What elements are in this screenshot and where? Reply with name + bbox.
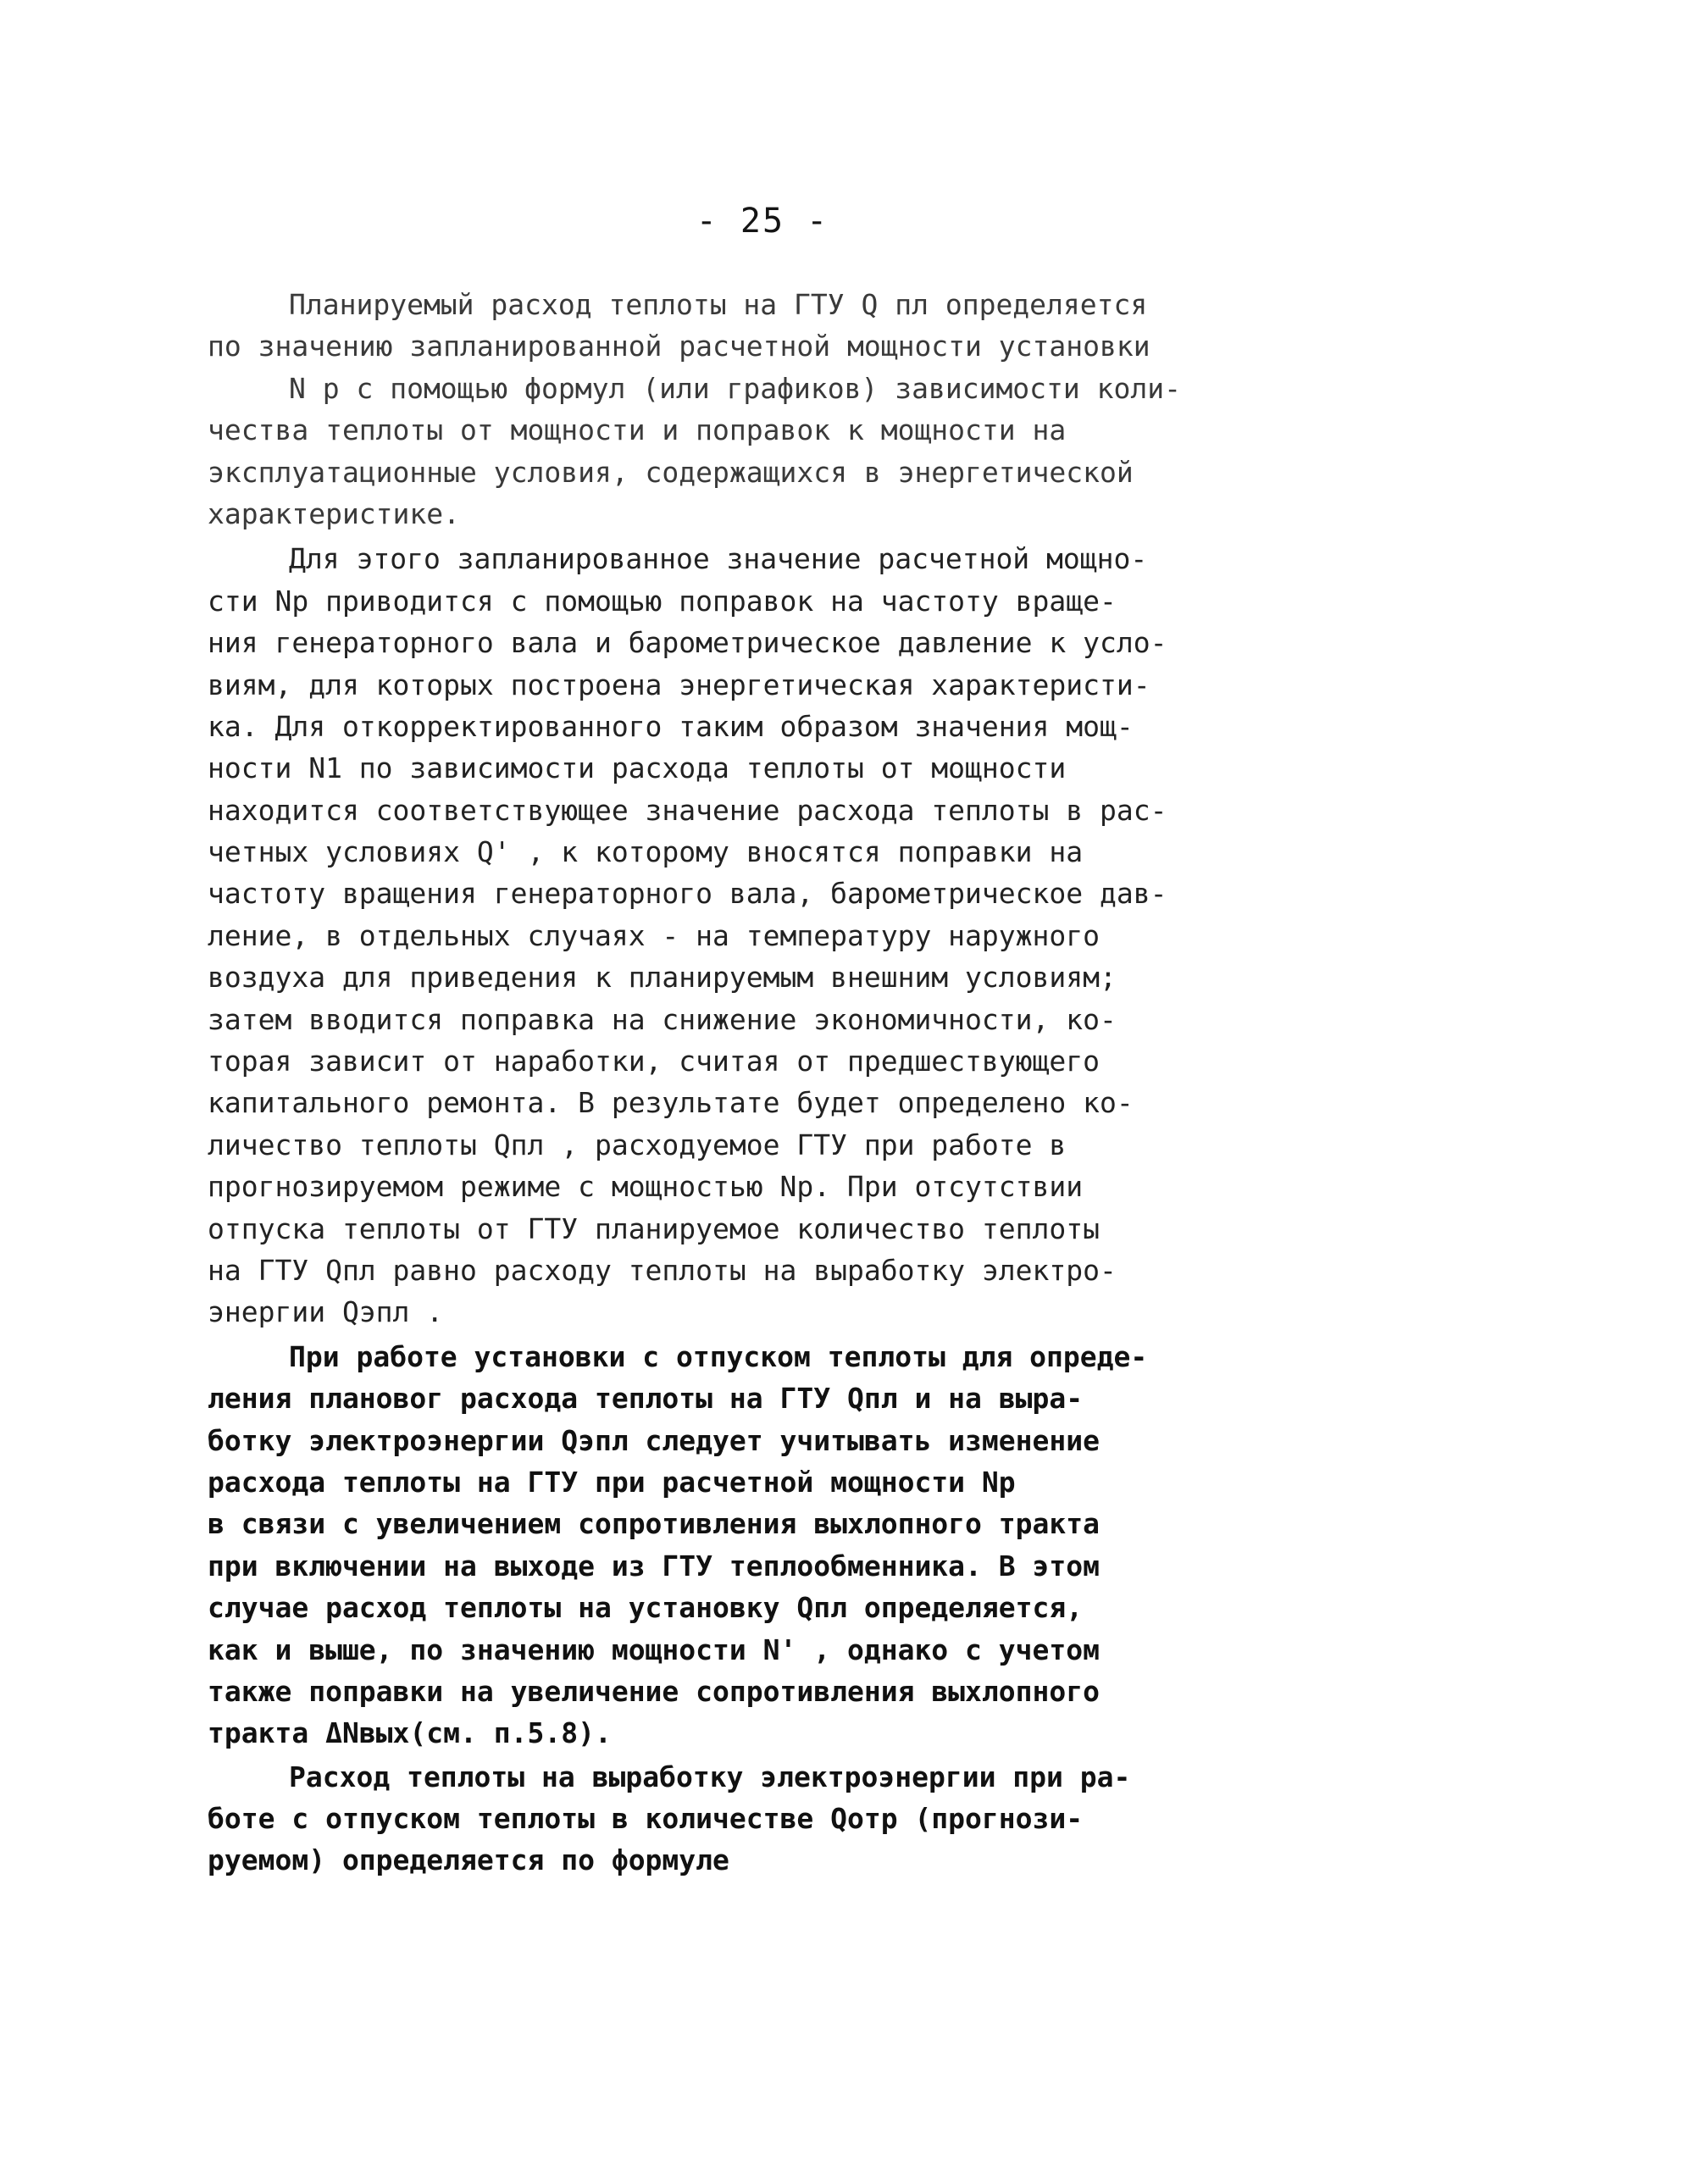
text-line: руемом) определяется по формуле bbox=[208, 1843, 729, 1877]
text-line: сти Nр приводится с помощью поправок на частоту враще- bbox=[208, 584, 1117, 618]
page-number: - 25 - bbox=[696, 202, 829, 241]
text-line: Для этого запланированное значение расчетной мощно- bbox=[289, 542, 1148, 576]
text-line: энергии Qэпл . bbox=[208, 1295, 444, 1329]
text-line: тракта ΔNвых(см. п.5.8). bbox=[208, 1716, 612, 1750]
paragraph-p3 bbox=[208, 1336, 1360, 1754]
text-line: затем вводится поправка на снижение экономичности, ко- bbox=[208, 1002, 1117, 1036]
text-line: N р с помощью формул (или графиков) зависимости коли- bbox=[289, 371, 1181, 405]
text-body bbox=[208, 284, 1360, 1882]
text-line: на ГТУ Qпл равно расходу теплоты на выработку электро- bbox=[208, 1253, 1117, 1287]
text-line: четных условиях Q' , к которому вносятся поправки на bbox=[208, 835, 1084, 869]
text-line: Планируемый расход теплоты на ГТУ Q пл определяется bbox=[289, 288, 1148, 321]
text-line: как и выше, по значению мощности N' , однако с учетом bbox=[208, 1632, 1100, 1666]
text-line: капитального ремонта. В результате будет определено ко- bbox=[208, 1086, 1134, 1120]
text-line: При работе установки с отпуском теплоты для опреде- bbox=[289, 1339, 1148, 1373]
text-line: воздуха для приведения к планируемым внешним условиям; bbox=[208, 961, 1117, 995]
text-line: эксплуатационные условия, содержащихся в энергетической bbox=[208, 455, 1134, 489]
text-line: также поправки на увеличение сопротивления выхлопного bbox=[208, 1674, 1100, 1708]
text-line: ботку электроэнергии Qэпл следует учитывать изменение bbox=[208, 1423, 1100, 1457]
text-line: боте с отпуском теплоты в количестве Qотр (прогнози- bbox=[208, 1802, 1084, 1836]
text-line: ности N1 по зависимости расхода теплоты от мощности bbox=[208, 751, 1067, 785]
paragraph-p1 bbox=[208, 284, 1360, 535]
paragraph-p2 bbox=[208, 538, 1360, 1333]
text-line: по значению запланированной расчетной мощности установки bbox=[208, 330, 1150, 363]
text-line: ния генераторного вала и барометрическое давление к усло- bbox=[208, 626, 1167, 660]
text-line: при включении на выходе из ГТУ теплообменника. В этом bbox=[208, 1549, 1100, 1583]
text-line: отпуска теплоты от ГТУ планируемое количество теплоты bbox=[208, 1211, 1100, 1245]
text-line: находится соответствующее значение расхода теплоты в рас- bbox=[208, 793, 1167, 827]
text-line: чества теплоты от мощности и поправок к мощности на bbox=[208, 413, 1067, 447]
text-line: расхода теплоты на ГТУ при расчетной мощности Nр bbox=[208, 1465, 1016, 1499]
text-line: Расход теплоты на выработку электроэнергии при ра- bbox=[289, 1760, 1131, 1793]
text-line: прогнозируемом режиме с мощностью Nр. При отсутствии bbox=[208, 1170, 1084, 1204]
text-line: ление, в отдельных случаях - на температуру наружного bbox=[208, 918, 1100, 952]
text-line: в связи с увеличением сопротивления выхлопного тракта bbox=[208, 1507, 1100, 1541]
text-line: виям, для которых построена энергетическая характеристи- bbox=[208, 668, 1150, 701]
text-line: личество теплоты Qпл , расходуемое ГТУ при работе в bbox=[208, 1128, 1067, 1161]
paragraph-p4 bbox=[208, 1756, 1360, 1882]
text-line: ка. Для откорректированного таким образом значения мощ- bbox=[208, 709, 1134, 743]
text-line: торая зависит от наработки, считая от предшествующего bbox=[208, 1045, 1100, 1078]
text-line: частоту вращения генераторного вала, барометрическое дав- bbox=[208, 877, 1167, 911]
text-line: ления плановог расхода теплоты на ГТУ Qпл и на выра- bbox=[208, 1382, 1084, 1416]
text-line: случае расход теплоты на установку Qпл определяется, bbox=[208, 1591, 1084, 1625]
text-line: характеристике. bbox=[208, 496, 461, 530]
